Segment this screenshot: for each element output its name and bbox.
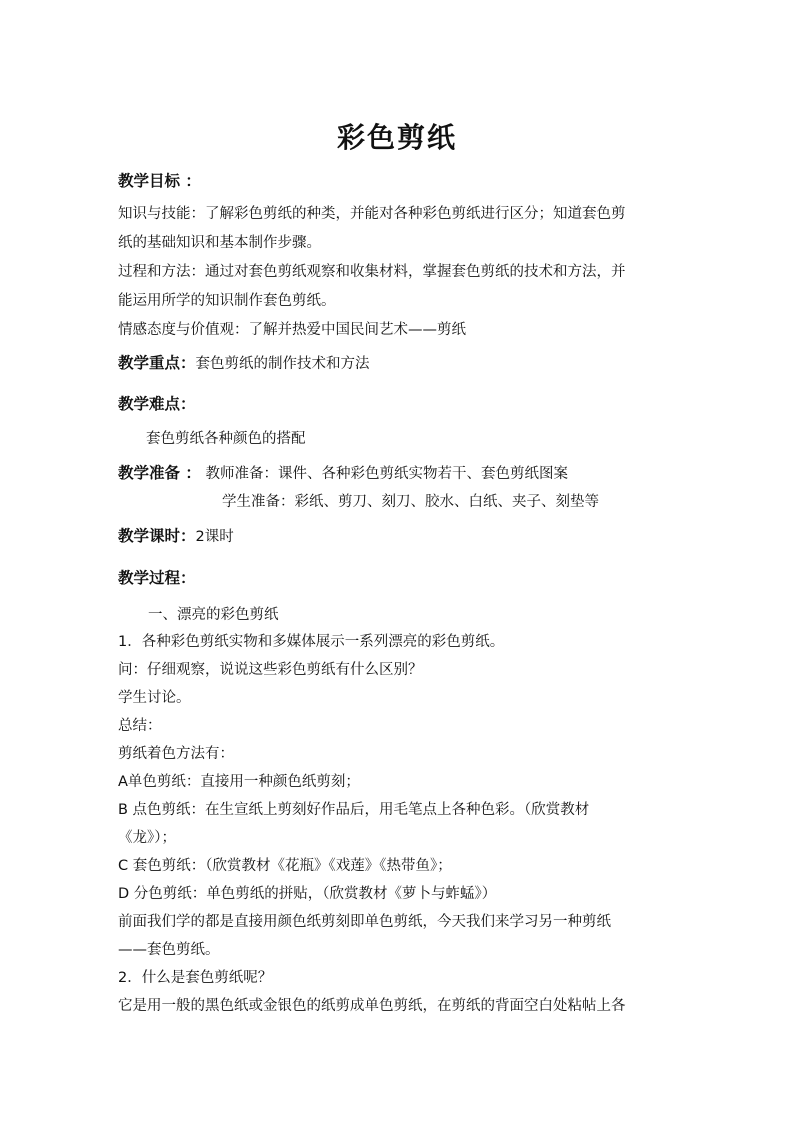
process-line: 《龙》）；	[118, 830, 176, 846]
objective-line: 知识与技能：了解彩色剪纸的种类，并能对各种彩色剪纸进行区分；知道套色剪	[118, 206, 626, 222]
process-line: 前面我们学的都是直接用颜色纸剪刻即单色剪纸，今天我们来学习另一种剪纸	[118, 914, 611, 930]
preparation-student: 学生准备：彩纸、剪刀、刻刀、胶水、白纸、夹子、刻垫等	[222, 494, 599, 510]
preparation-teacher: 教师准备：课件、各种彩色剪纸实物若干、套色剪纸图案	[205, 466, 569, 482]
key-points-label: 教学重点：	[118, 354, 196, 372]
process-line: C 套色剪纸：（欣赏教材《花瓶》《戏莲》《热带鱼》；	[118, 858, 452, 874]
objective-line: 情感态度与价值观：了解并热爱中国民间艺术——剪纸	[118, 322, 466, 338]
process-line: 剪纸着色方法有：	[118, 746, 234, 762]
difficulty-label: 教学难点：	[118, 395, 196, 413]
process-line: D 分色剪纸：单色剪纸的拼贴，（欣赏教材《萝卜与蚱蜢》）	[118, 886, 497, 902]
hours-row	[118, 525, 678, 548]
preparation-label: 教学准备 ：	[118, 464, 201, 482]
process-line: 它是用一般的黑色纸或金银色的纸剪成单色剪纸，在剪纸的背面空白处粘帖上各	[118, 998, 626, 1014]
process-line: 2．什么是套色剪纸呢？	[118, 970, 273, 986]
objectives-heading: 教学目标 ：	[118, 172, 201, 190]
document-title: 彩色剪纸	[336, 121, 457, 154]
section-heading: 一、漂亮的彩色剪纸	[148, 607, 279, 623]
process-line: 总结：	[118, 718, 162, 734]
process-line: A单色剪纸：直接用一种颜色纸剪刻；	[118, 774, 360, 790]
preparation-row	[118, 462, 678, 485]
difficulty-text: 套色剪纸各种颜色的搭配	[146, 431, 306, 447]
process-line: 学生讨论。	[118, 690, 191, 706]
objective-line: 纸的基础知识和基本制作步骤。	[118, 235, 321, 251]
key-points-row	[118, 352, 678, 375]
objective-line: 过程和方法：通过对套色剪纸观察和收集材料，掌握套色剪纸的技术和方法，并	[118, 264, 626, 280]
hours-text: 2课时	[195, 529, 234, 545]
process-line: ——套色剪纸。	[118, 942, 220, 958]
objective-line: 能运用所学的知识制作套色剪纸。	[118, 293, 336, 309]
process-line: 1．各种彩色剪纸实物和多媒体展示一系列漂亮的彩色剪纸。	[118, 634, 505, 650]
process-heading: 教学过程：	[118, 569, 196, 587]
hours-label: 教学课时：	[118, 527, 196, 545]
key-points-text: 套色剪纸的制作技术和方法	[195, 356, 370, 372]
process-line: 问：仔细观察，说说这些彩色剪纸有什么区别？	[118, 662, 423, 678]
process-line: B 点色剪纸：在生宣纸上剪刻好作品后，用毛笔点上各种色彩。（欣赏教材	[118, 802, 590, 818]
